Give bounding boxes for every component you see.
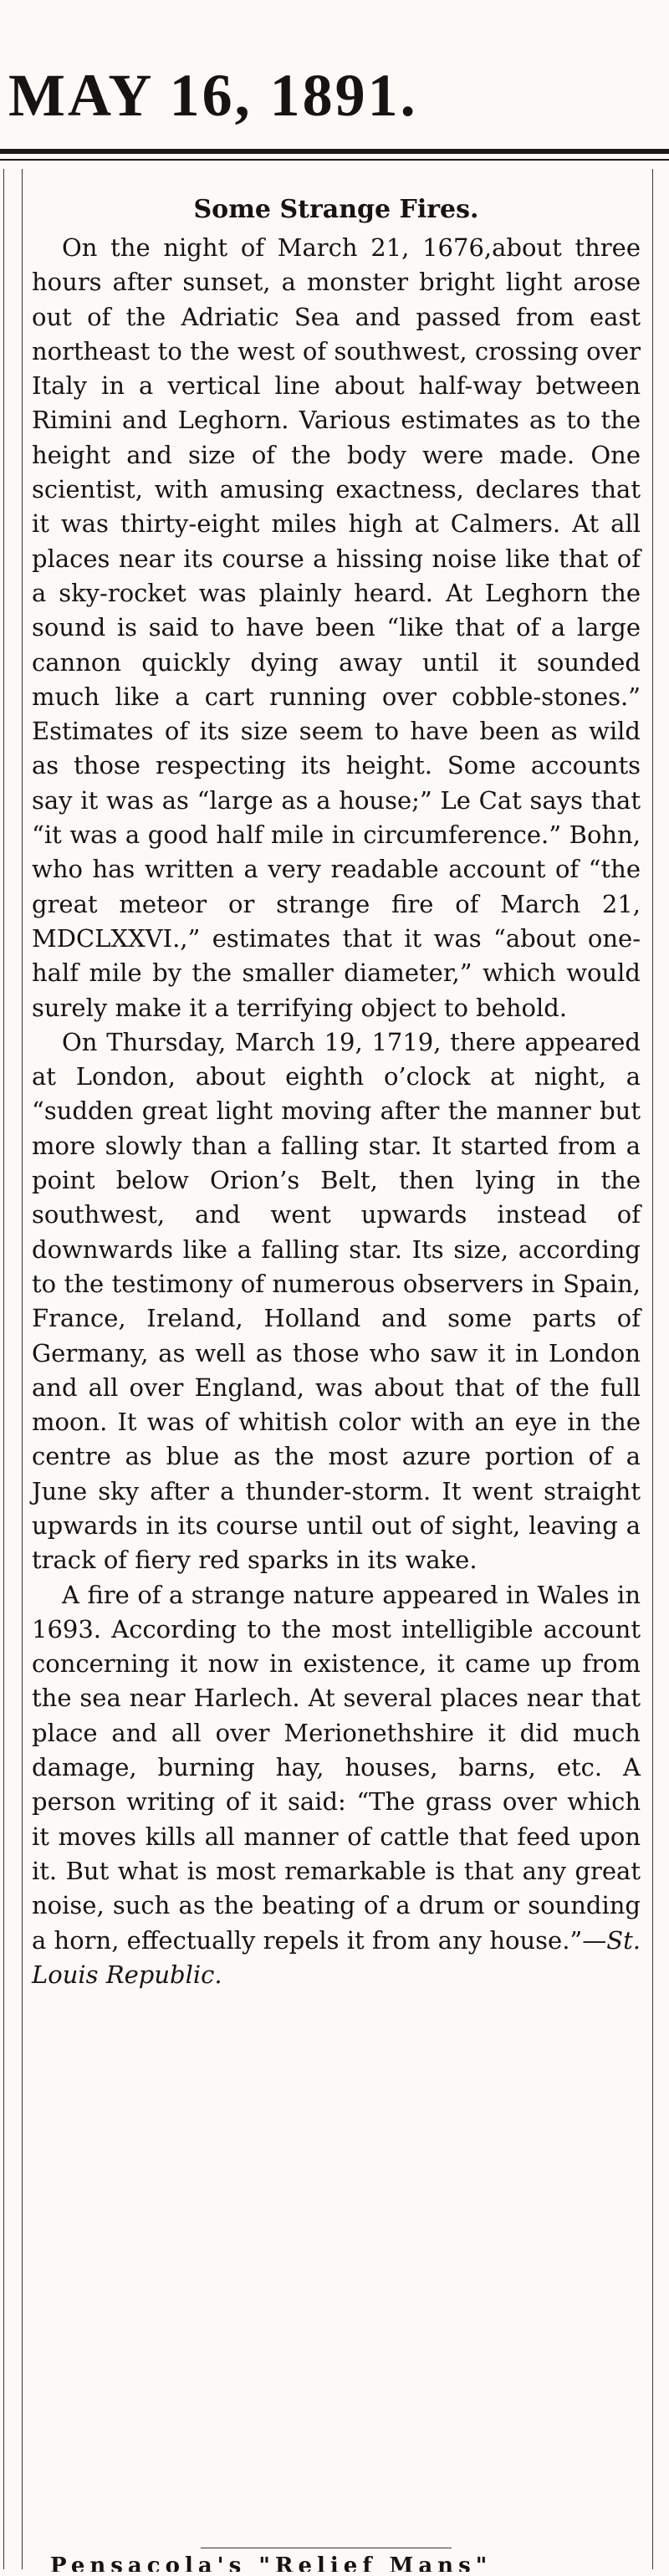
column-rule-right (652, 169, 653, 2569)
column-rule-left-outer (3, 169, 4, 2569)
masthead-rule-thick (0, 149, 669, 154)
masthead-rule-thin (0, 159, 669, 161)
article-paragraph-2: On Thursday, March 19, 1719, there appeared at London, about eighth o’clock at night, a “sudden great light moving after the manner but more slowly than a falling star. It started from a point below Orion’s Belt, then lying in the southwest, and went upwards instead of downwards like a falling star. Its size, according to the testimony of numerous observers in Spain, France, Ireland, Holland and some parts of Germany, as well as those who saw it in London and all over England, was about that of the full moon. It was of whitish color with an eye in the centre as blue as the most azure portion of a June sky after a thunder-storm. It went straight upwards in its course until out of sight, leaving a track of fiery red sparks in its wake. (32, 1027, 641, 1575)
article-headline: Some Strange Fires. (193, 195, 479, 224)
attribution-dash: — (582, 1925, 607, 1955)
issue-date: MAY 16, 1891. (8, 62, 418, 129)
article-attribution: St. Louis Republic. (32, 1925, 641, 1989)
column-rule-left-inner (22, 169, 23, 2569)
article-paragraph-3 (32, 1578, 641, 1993)
article-some-strange-fires (32, 189, 641, 1992)
article-paragraph-3-text: A fire of a strange nature appeared in Wales in 1693. According to the most intelligible account concerning it now in existence, it came up from the sea near Harlech. At several places near that place and all over Merionethshire it did much damage, burning hay, houses, barns, etc. A person writing of it said: “The grass over which it moves kills all manner of cattle that feed upon it. But what is most remarkable is that any great noise, such as the beating of a drum or sounding a horn, effectually repels it from any house.” (32, 1580, 641, 1955)
article-paragraph-1: On the night of March 21, 1676,about three hours after sunset, a monster bright light arose out of the Adriatic Sea and passed from east northeast to the west of southwest, crossing over Italy in a vertical line about half-way between Rimini and Leghorn. Various estimates as to the height and size of the body were made. One scientist, with amusing exactness, declares that it was thirty-eight miles high at Calmers. At all places near its course a hissing noise like that of a sky-rocket was plainly heard. At Leghorn the sound is said to have been “like that of a large cannon quickly dying away until it sounded much like a cart running over cobble-stones.” Estimates of its size seem to have been as wild as those respecting its height. Some accounts say it was as “large as a house;” Le Cat says that “it was a good half mile in circumference.” Bohn, who has written a very readable account of “the great meteor or strange fire of March 21, MDCLXXVI.,” estimates that it was “about one-half mile by the smaller diameter,” which would surely make it a terrifying object to behold. (32, 233, 641, 1022)
next-article-headline-cut: Pensacola's "Relief Mans" (50, 2555, 493, 2572)
